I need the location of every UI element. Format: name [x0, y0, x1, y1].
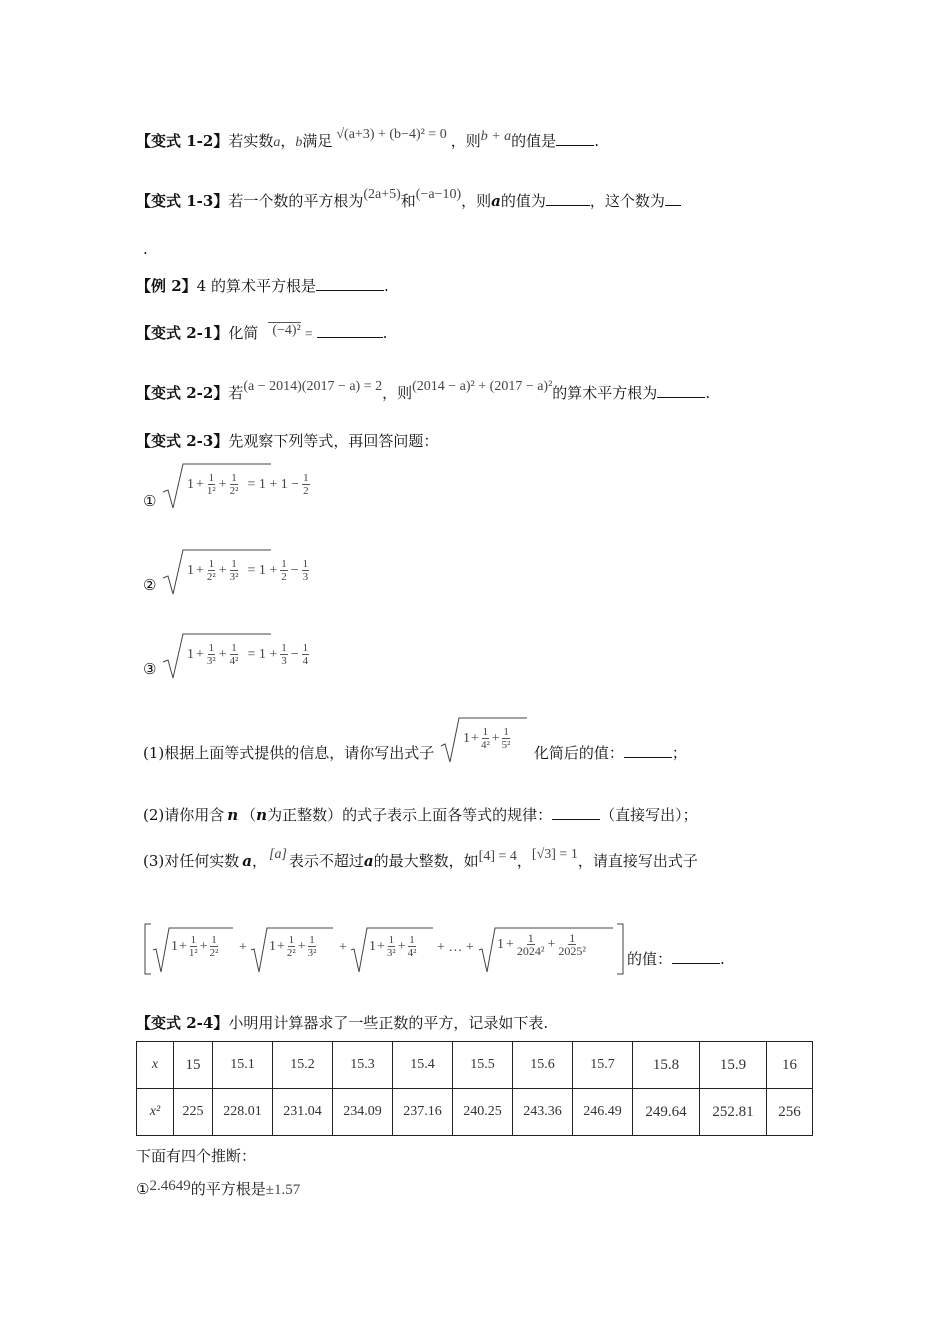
equation-1: ① 1 + $\frac{1}{\text{1²}}$ + $\frac{1}{\text{2²}}$ = 1 + 1 − $\frac{1}{2}$	[143, 462, 156, 480]
equation-2: ② 1 + $\frac{1}{\text{2²}}$ + $\frac{1}{\text{3²}}$ = 1 + $\frac{1}{2}$ − $\frac{1}{3}$	[143, 548, 156, 566]
variant-2-3-intro: 【变式 2-3】先观察下列等式，再回答问题：	[136, 432, 439, 450]
inference-1: ①2.4649的平方根是±1.57	[136, 1178, 301, 1198]
variant-1-3: 【变式 1-3】若一个数的平方根为(2a+5)和(−a−10)，则a的值为 ，这个数为	[136, 190, 681, 211]
variant-2-2: 【变式 2-2】若(a − 2014)(2017 − a) = 2，则(2014 − a)² + (2017 − a)²的算术平方根为 .	[136, 379, 711, 402]
question-2: (2)请你用含 n （n为正整数）的式子表示上面各等式的规律： （直接写出）；	[143, 806, 698, 824]
tag: 【变式 1-2】	[136, 132, 229, 150]
answer-blank[interactable]	[317, 323, 383, 338]
variant-2-4: 【变式 2-4】小明用计算器求了一些正数的平方，记录如下表.	[136, 1014, 549, 1032]
answer-blank[interactable]	[316, 276, 384, 291]
question-1: (1)根据上面等式提供的信息，请你写出式子 1 + $\frac{1}{\text{4²}}$ + $\frac{1}{\text{5²}}$ 化简后的值： ；	[143, 742, 687, 764]
table-row-x2: x² 225 228.01 231.04 234.09 237.16 240.25 243.36 246.49 249.64 252.81 256	[137, 1089, 813, 1136]
variant-2-1: 【变式 2-1】化简 (−4)² = .	[136, 323, 388, 342]
variant-1-2: 【变式 1-2】若实数a，b满足 √(a+3) + (b−4)² = 0 ，则b + a的值是 .	[136, 127, 599, 150]
answer-blank[interactable]	[624, 743, 672, 758]
floor-sum-expression: 1 + $\frac{1}{\text{1²}}$ + $\frac{1}{\text{2²}}$ + 1 + $\frac{1}{\text{2²}}$ + $\frac{1}{\text{3²}}$ + 1 + $\frac{1}{\text{3²}}$ + $\frac{1}{\text{4²}}$ + … + 1 + $\frac{1}{\text{2024²}}$ + $\frac{1}{\text{2025²}}$ 的值： .	[143, 920, 743, 978]
answer-blank[interactable]	[665, 191, 681, 206]
answer-blank[interactable]	[657, 383, 705, 398]
table-row-x: x 15 15.1 15.2 15.3 15.4 15.5 15.6 15.7 15.8 15.9 16	[137, 1042, 813, 1089]
equation: √(a+3) + (b−4)² = 0	[336, 127, 447, 142]
question-3: (3)对任何实数 a， [a] 表示不超过a的最大整数，如[4] = 4，[√3] = 1，请直接写出式子	[143, 847, 698, 870]
answer-blank[interactable]	[672, 949, 720, 964]
example-2: 【例 2】4 的算术平方根是 .	[136, 277, 389, 295]
equation-3: ③ 1 + $\frac{1}{\text{3²}}$ + $\frac{1}{\text{4²}}$ = 1 + $\frac{1}{3}$ − $\frac{1}{4}$	[143, 632, 156, 650]
answer-blank[interactable]	[546, 191, 590, 206]
answer-blank[interactable]	[552, 805, 600, 820]
inferences-intro: 下面有四个推断：	[136, 1147, 257, 1165]
answer-blank[interactable]	[556, 131, 594, 146]
squares-table	[136, 1041, 813, 1136]
sqrt-expr: (−4)²	[268, 322, 300, 339]
